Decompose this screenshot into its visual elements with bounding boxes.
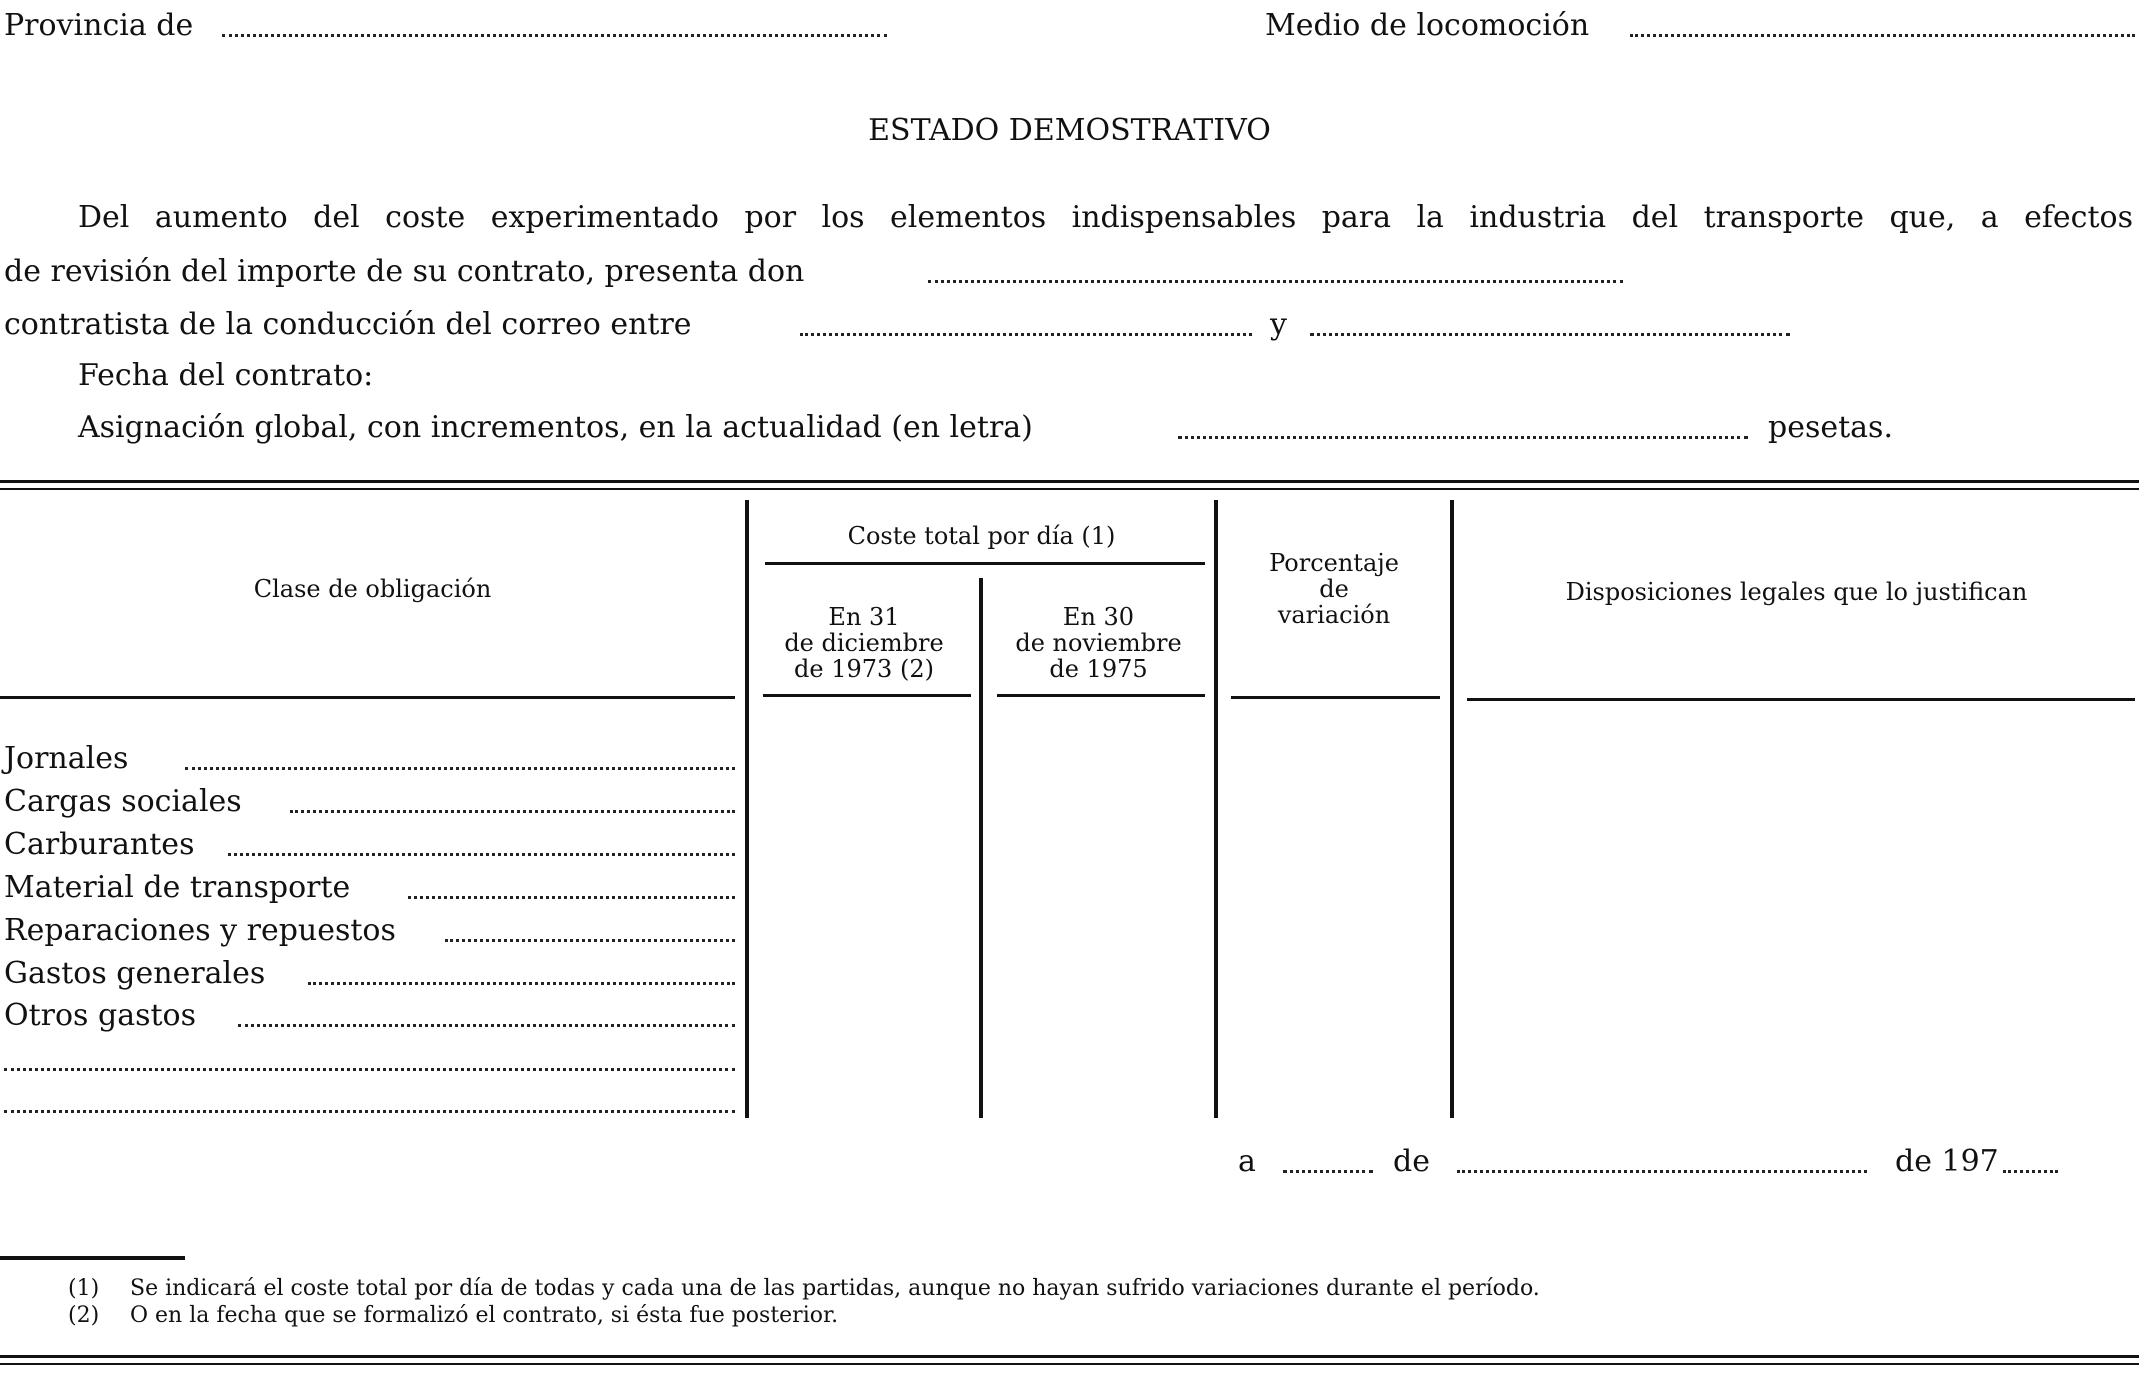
table-top-rule — [0, 480, 2139, 483]
medio-label: Medio de locomoción — [1265, 8, 1590, 43]
sig-year-blank[interactable] — [2003, 1170, 2058, 1173]
intro-line-2: de revisión del importe de su contrato, presenta don — [4, 254, 805, 289]
header-porcentaje: Porcentaje de variación — [1269, 549, 1399, 629]
sig-a: a — [1238, 1144, 1256, 1179]
col-rule-1 — [745, 500, 749, 1118]
table-row: Gastos generales — [4, 956, 266, 991]
header-sub1: En 31 de diciembre de 1973 (2) — [784, 603, 944, 683]
header-rule-sub2 — [997, 694, 1205, 697]
bottom-rule-2 — [0, 1363, 2139, 1365]
header-coste: Coste total por día (1) — [847, 522, 1116, 550]
table-row: Otros gastos — [4, 998, 196, 1033]
asignacion-label: Asignación global, con incrementos, en la actualidad (en letra) — [78, 410, 1033, 445]
asignacion-blank[interactable] — [1178, 436, 1748, 439]
intro-line-1: Del aumento del coste experimentado por los elementos indispensables para la industria del transporte que, a efectos — [78, 200, 2133, 235]
entre-blank-2[interactable] — [1310, 333, 1790, 336]
intro-line-3: contratista de la conducción del correo entre — [4, 307, 692, 342]
intro-y: y — [1270, 307, 1287, 342]
row-blank[interactable] — [185, 767, 735, 770]
footnote-rule — [0, 1256, 185, 1260]
header-disposiciones: Disposiciones legales que lo justifican — [1565, 578, 2028, 606]
table-row: Carburantes — [4, 827, 195, 862]
row-blank[interactable] — [290, 810, 735, 813]
table-row: Jornales — [4, 741, 129, 776]
sig-month-blank[interactable] — [1457, 1170, 1867, 1173]
table-row: Reparaciones y repuestos — [4, 913, 396, 948]
row-blank[interactable] — [238, 1024, 735, 1027]
medio-blank[interactable] — [1630, 34, 2135, 37]
bottom-rule — [0, 1355, 2139, 1358]
header-rule-porcentaje — [1231, 696, 1440, 699]
row-blank[interactable] — [408, 896, 735, 899]
row-blank[interactable] — [4, 1110, 735, 1113]
footnote-2: (2) O en la fecha que se formalizó el contrato, si ésta fue posterior. — [68, 1303, 839, 1328]
pesetas-label: pesetas. — [1768, 410, 1893, 445]
header-rule-clase — [0, 696, 735, 699]
footnote-1: (1) Se indicará el coste total por día de todas y cada una de las partidas, aunque no hayan sufrido variaciones durante el período. — [68, 1276, 1540, 1301]
coste-rule — [765, 562, 1205, 565]
don-blank[interactable] — [928, 280, 1623, 283]
fecha-label: Fecha del contrato: — [78, 358, 374, 393]
row-blank[interactable] — [308, 982, 735, 985]
page-title: ESTADO DEMOSTRATIVO — [868, 113, 1271, 148]
sig-day-blank[interactable] — [1283, 1170, 1373, 1173]
table-row: Cargas sociales — [4, 784, 242, 819]
row-blank[interactable] — [228, 853, 735, 856]
table-top-rule-2 — [0, 488, 2139, 490]
header-clase: Clase de obligación — [253, 575, 492, 603]
entre-blank-1[interactable] — [800, 333, 1252, 336]
row-blank[interactable] — [445, 939, 735, 942]
sig-de2: de 197 — [1895, 1144, 1999, 1179]
provincia-blank[interactable] — [222, 34, 887, 37]
header-rule-sub1 — [763, 694, 971, 697]
row-blank[interactable] — [4, 1068, 735, 1071]
header-rule-disposiciones — [1467, 698, 2135, 701]
header-sub2: En 30 de noviembre de 1975 — [1015, 603, 1182, 683]
table-row: Material de transporte — [4, 870, 351, 905]
provincia-label: Provincia de — [4, 8, 194, 43]
sig-de1: de — [1393, 1144, 1430, 1179]
